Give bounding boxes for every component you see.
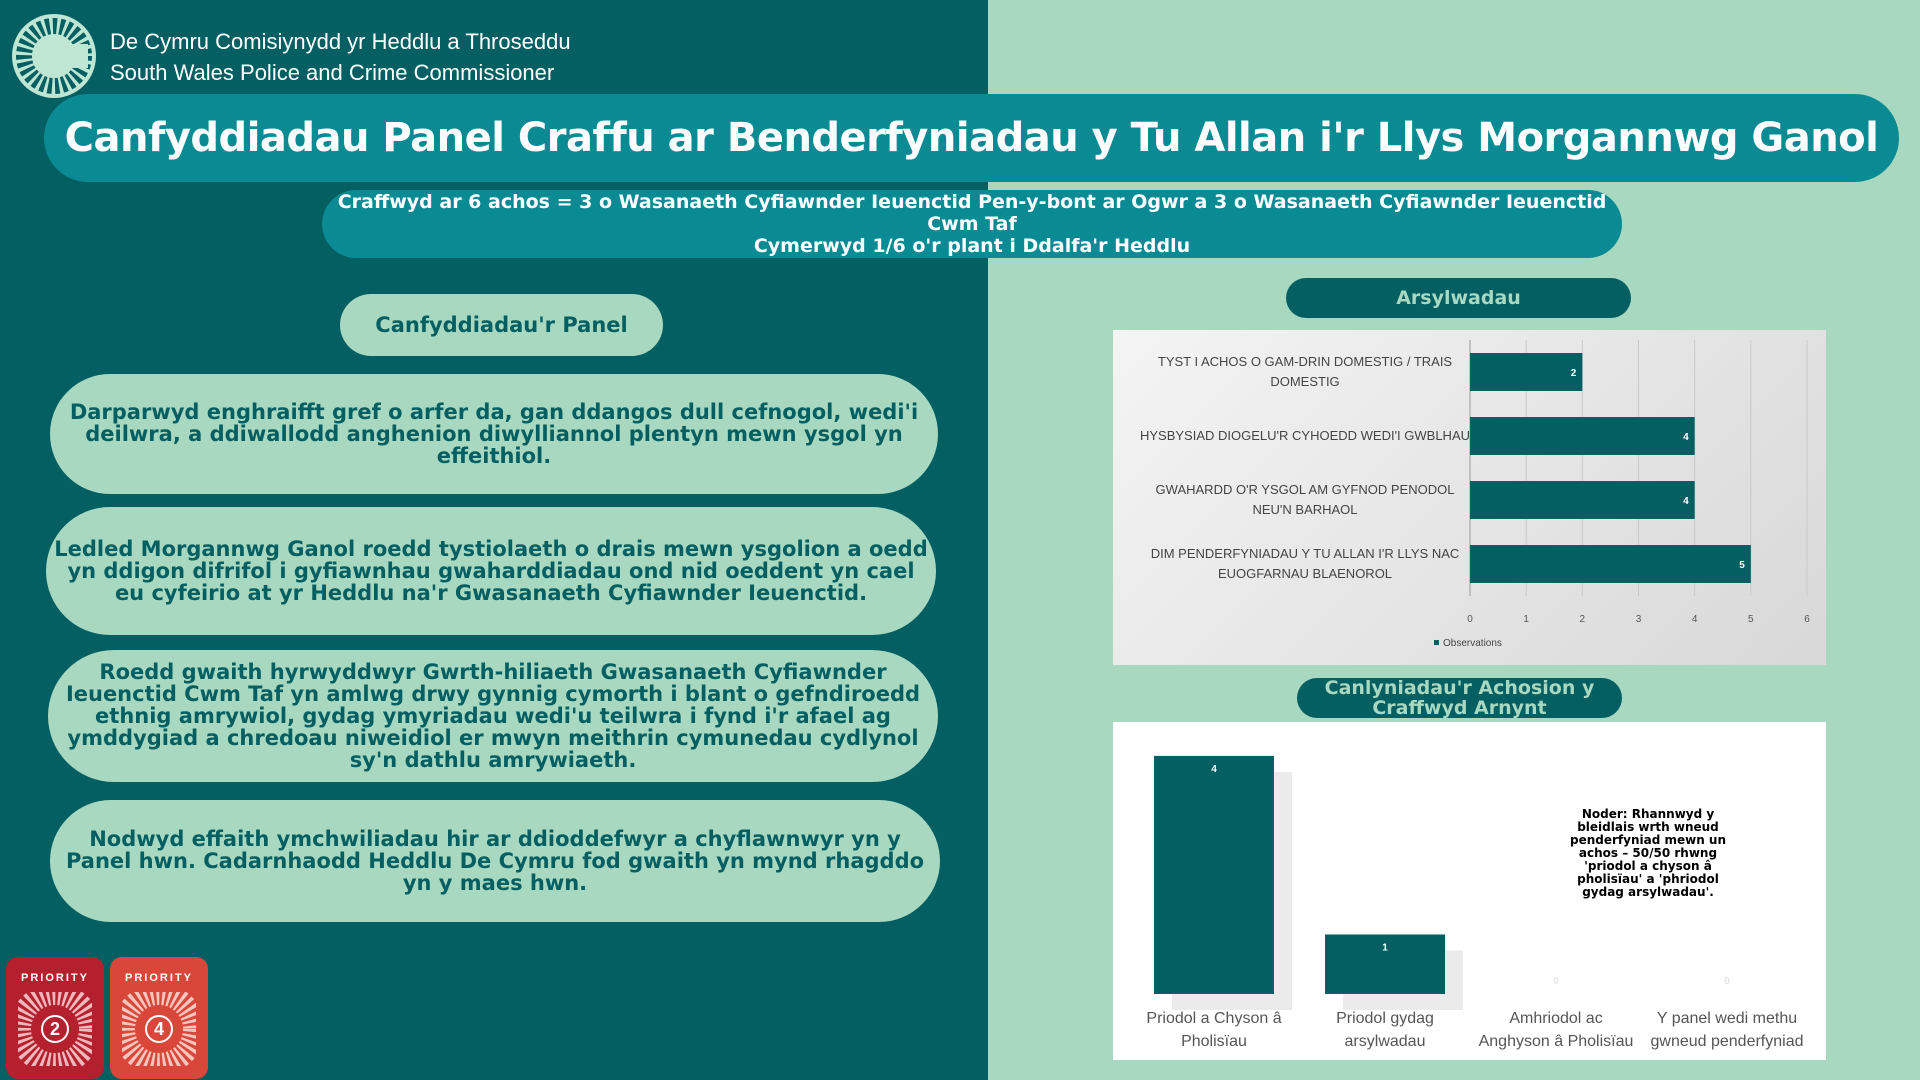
category-label: Amhriodol ac: [1509, 1010, 1603, 1027]
category-label: Y panel wedi methu: [1656, 1010, 1798, 1027]
category-label: Priodol gydag: [1336, 1010, 1434, 1027]
observations-chart-svg: [1113, 330, 1826, 665]
priority-number: 4: [153, 1019, 165, 1039]
data-label: 4: [1683, 432, 1689, 443]
category-label: arsylwadau: [1344, 1033, 1426, 1050]
category-label: NEU'N BARHAOL: [1252, 502, 1358, 517]
legend-swatch: [1434, 640, 1439, 645]
priority-number: 2: [49, 1019, 61, 1039]
results-chart-svg: [1113, 722, 1826, 1060]
priority-badge-4: [110, 957, 208, 1079]
data-label: 5: [1739, 560, 1745, 571]
data-label: 2: [1570, 368, 1577, 379]
data-label: 1: [1382, 942, 1388, 954]
category-label: Priodol a Chyson â: [1146, 1010, 1282, 1027]
category-label: Pholisïau: [1181, 1033, 1247, 1050]
category-label: GWAHARDD O'R YSGOL AM GYFNOD PENODOL: [1155, 482, 1455, 497]
x-tick-label: 2: [1579, 614, 1586, 625]
org-name-english: South Wales Police and Crime Commissioner: [110, 60, 555, 85]
results-note: Noder: Rhannwyd y bleidlais wrth wneud penderfyniad mewn un achos – 50/50 rhwng 'priodol a chyson â pholisïau' a 'phriodol gydag arsylwadau'.: [1569, 808, 1727, 899]
data-label: 4: [1683, 496, 1689, 507]
observations-heading: Arsylwadau: [1286, 278, 1631, 318]
finding-item-4: Nodwyd effaith ymchwiliadau hir ar ddioddefwyr a chyflawnwyr yn y Panel hwn. Cadarnhaodd Heddlu De Cymru fod gwaith yn mynd rhagddo yn y maes hwn.: [50, 800, 940, 922]
data-label: 0: [1553, 976, 1559, 987]
x-tick-label: 1: [1523, 614, 1529, 625]
x-tick-label: 6: [1804, 614, 1810, 625]
bar: [1470, 545, 1751, 583]
bar: [1154, 756, 1274, 994]
subtitle-line-1: Craffwyd ar 6 achos = 3 o Wasanaeth Cyfiawnder Ieuenctid Pen-y-bont ar Ogwr a 3 o Wasanaeth Cyfiawnder Ieuenctid Cwm Taf: [337, 191, 1607, 235]
finding-item-2: Ledled Morgannwg Ganol roedd tystiolaeth o drais mewn ysgolion a oedd yn ddigon difrifol i gyfiawnhau gwaharddiadau ond nid oeddent yn cael eu cyfeirio at yr Heddlu na'r Gwasanaeth Cyfiawnder Ieuenctid.: [46, 507, 936, 635]
subtitle-banner: [322, 190, 1622, 258]
bar: [1470, 353, 1582, 391]
legend-label: Observations: [1443, 638, 1502, 649]
priority-badge-2: [6, 957, 104, 1079]
observations-chart: [1113, 330, 1826, 665]
x-tick-label: 0: [1467, 614, 1473, 625]
category-label: TYST I ACHOS O GAM-DRIN DOMESTIG / TRAIS: [1157, 354, 1453, 369]
category-label: Anghyson â Pholisïau: [1478, 1033, 1634, 1050]
results-heading: Canlyniadau'r Achosion y Craffwyd Arnynt: [1297, 678, 1622, 718]
priority-word: PRIORITY: [21, 972, 89, 984]
category-label: gwneud penderfyniad: [1650, 1033, 1804, 1050]
results-chart: [1113, 722, 1826, 1060]
category-label: DOMESTIG: [1270, 374, 1340, 389]
organisation-name: [110, 26, 571, 88]
finding-item-1: Darparwyd enghraifft gref o arfer da, gan ddangos dull cefnogol, wedi'i deilwra, a ddiwallodd anghenion diwylliannol plentyn mewn ysgol yn effeithiol.: [50, 374, 938, 494]
org-name-welsh: De Cymru Comisiynydd yr Heddlu a Throseddu: [110, 29, 571, 54]
bar: [1470, 417, 1695, 455]
sunburst-icon: [122, 992, 196, 1066]
x-tick-label: 5: [1748, 614, 1754, 625]
x-tick-label: 3: [1635, 614, 1642, 625]
x-tick-label: 4: [1691, 614, 1698, 625]
commissioner-logo: [12, 14, 96, 98]
page-title: Canfyddiadau Panel Craffu ar Benderfyniadau y Tu Allan i'r Llys Morgannwg Ganol: [44, 94, 1899, 182]
findings-heading: Canfyddiadau'r Panel: [340, 294, 663, 356]
category-label: EUOGFARNAU BLAENOROL: [1217, 566, 1393, 581]
sunburst-icon: [18, 992, 92, 1066]
category-label: DIM PENDERFYNIADAU Y TU ALLAN I'R LLYS NAC: [1150, 546, 1460, 561]
category-label: HYSBYSIAD DIOGELU'R CYHOEDD WEDI'I GWBLHAU: [1139, 428, 1471, 443]
finding-item-3: Roedd gwaith hyrwyddwyr Gwrth-hiliaeth Gwasanaeth Cyfiawnder Ieuenctid Cwm Taf yn amlwg drwy gynnig cymorth i blant o gefndiroedd ethnig amrywiol, gydag ymyriadau wedi'u teilwra i fynd i'r afael ag ymddygiad a chredoau niweidiol er mwyn meithrin cymunedau cydlynol sy'n dathlu amrywiaeth.: [48, 650, 938, 782]
data-label: 0: [1724, 976, 1730, 987]
bar: [1470, 481, 1695, 519]
note-box: [1558, 808, 1738, 918]
priority-word: PRIORITY: [125, 972, 193, 984]
subtitle-line-2: Cymerwyd 1/6 o'r plant i Ddalfa'r Heddlu: [753, 235, 1191, 257]
data-label: 4: [1211, 763, 1217, 775]
